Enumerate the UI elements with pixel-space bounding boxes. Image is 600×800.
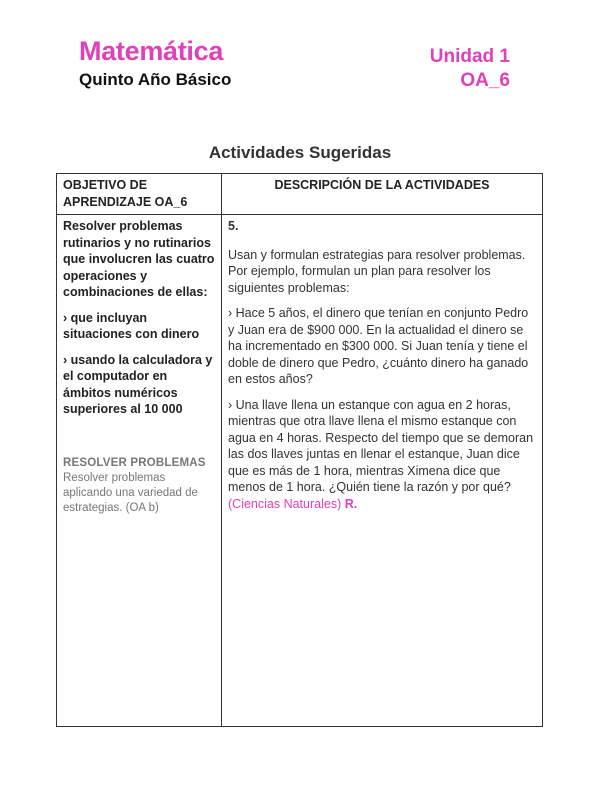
table-header-row bbox=[57, 174, 543, 215]
problem-1: › Hace 5 años, el dinero que tenían en conjunto Pedro y Juan era de $900 000. En la actualidad el dinero se ha incrementado en $300 000. Si Juan tenía y tiene el doble de dinero que Pedro, ¿cuánto dinero ha ganado en estos años? bbox=[228, 306, 529, 386]
objective-text: Resolver problemas rutinarios y no rutinarios que involucren las cuatro operaciones y combinaciones de ellas: bbox=[63, 219, 215, 299]
objective-bullet-money: › que incluyan situaciones con dinero bbox=[63, 310, 200, 341]
skill-description: Resolver problemas aplicando una variedad de estrategias. (OA b) bbox=[63, 471, 198, 514]
unit-label: Unidad 1 bbox=[429, 46, 510, 67]
problem-2: › Una llave llena un estanque con agua en 2 horas, mientras que otra llave llena el mismo estanque con agua en 4 horas. Respecto del tiempo que se demoran las dos llaves juntas en llenar el estanque, Juan dice que es más de 1 hora, mientras Ximena dice que menos de 1 hora. ¿Quién tiene la razón y por qué? bbox=[228, 397, 534, 494]
grade-subtitle: Quinto Año Básico bbox=[79, 70, 232, 89]
problem-2-paragraph bbox=[228, 397, 536, 513]
skill-tag: R. bbox=[344, 496, 358, 511]
activities-table bbox=[56, 173, 543, 727]
oa-label: OA_6 bbox=[460, 70, 510, 91]
description-cell bbox=[222, 215, 543, 727]
col-description-header: DESCRIPCIÓN DE LA ACTIVIDADES bbox=[222, 174, 543, 215]
skill-title: RESOLVER PROBLEMAS bbox=[63, 456, 206, 469]
cross-subject-link[interactable]: (Ciencias Naturales) bbox=[228, 496, 342, 511]
section-title: Actividades Sugeridas bbox=[208, 143, 392, 162]
skill-block bbox=[63, 456, 215, 516]
col-objective-header: OBJETIVO DE APRENDIZAJE OA_6 bbox=[57, 174, 222, 215]
objective-bullet-calculator: › usando la calculadora y el computador en ámbitos numéricos superiores al 10 000 bbox=[63, 352, 213, 416]
activity-intro: Usan y formulan estrategias para resolver problemas. Por ejemplo, formulan un plan para resolver los siguientes problemas: bbox=[228, 247, 526, 295]
table-row bbox=[57, 215, 543, 727]
objective-cell bbox=[57, 215, 222, 727]
subject-title: Matemática bbox=[79, 36, 224, 66]
activity-number: 5. bbox=[228, 219, 239, 233]
